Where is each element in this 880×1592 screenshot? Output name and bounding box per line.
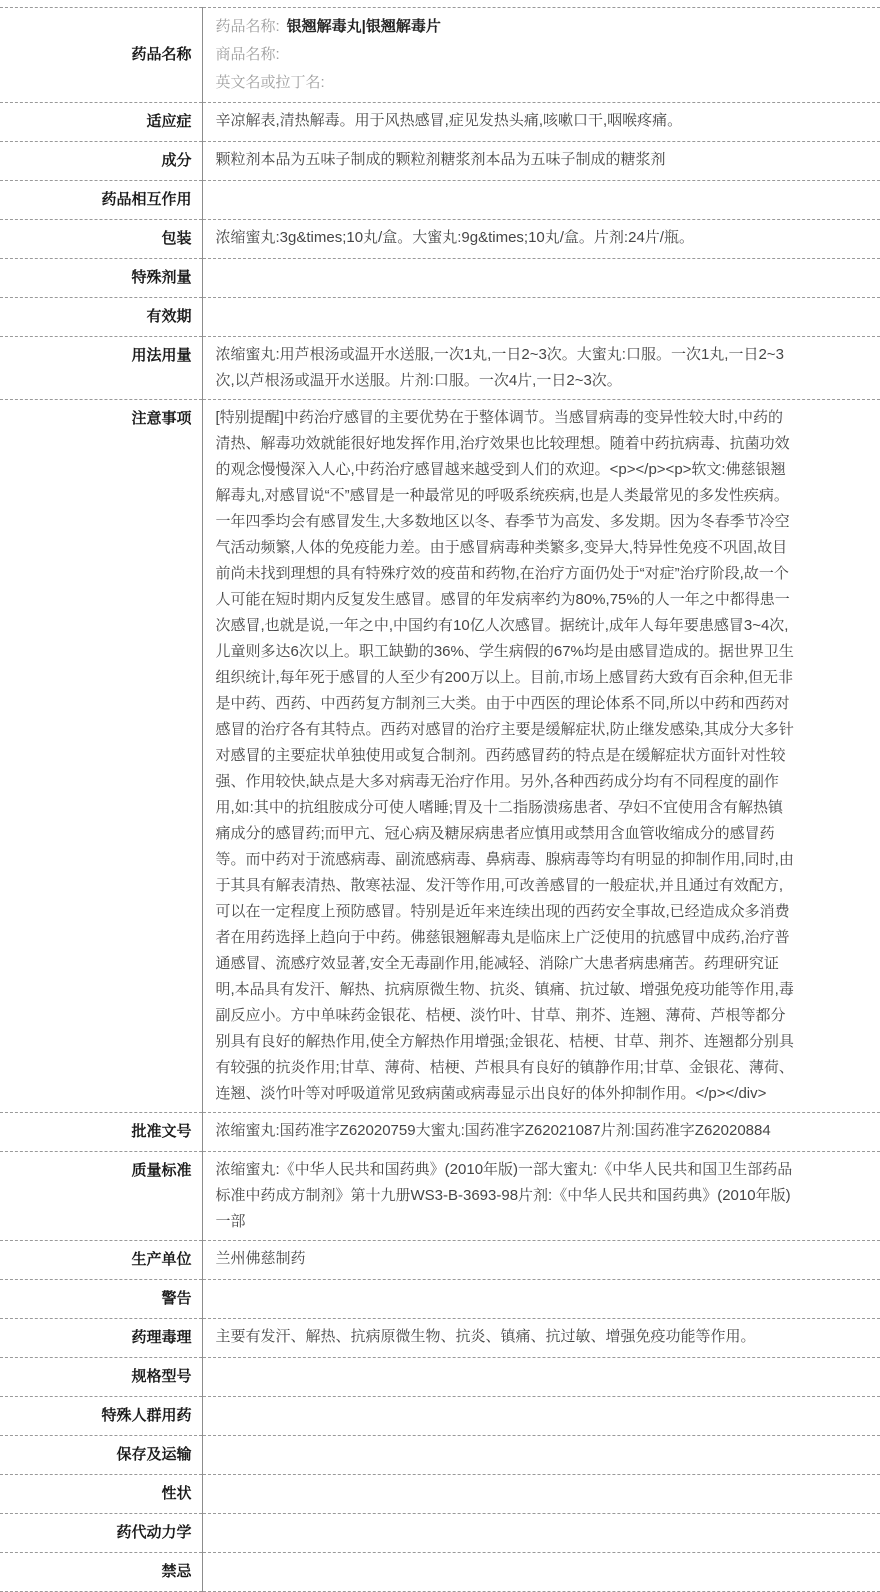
field-value: 银翘解毒丸|银翘解毒片 — [286, 18, 441, 35]
row-content-text: [特别提醒]中药治疗感冒的主要优势在于整体调节。当感冒病毒的变异性较大时,中药的清热、解毒功效就能很好地发挥作用,治疗效果也比较理想。随着中药抗病毒、抗菌功效的观念慢慢深入人心,中药治疗感冒越来越受到人们的欢迎。<p></p><p>软文:佛慈银翘解毒丸,对感冒说“不”感冒是一种最常见的呼吸系统疾病,也是人类最常见的多发性疾病。一年四季均会有感冒发生,大多数地区以冬、春季节为高发、多发期。因为冬春季节冷空气活动频繁,人体的免疫能力差。由于感冒病毒种类繁多,变异大,特异性免疫不巩固,故目前尚未找到理想的具有特殊疗效的疫苗和药物,在治疗方面仍处于“对症”治疗阶段,故一个人可能在短时期内反复发生感冒。感冒的年发病率约为80%,75%的人一年之中都得患一次感冒,也就是说,一年之中,中国约有10亿人次感冒。据统计,成年人每年要患感冒3~4次,儿童则多达6次以上。职工缺勤的36%、学生病假的67%均是由感冒造成的。据世界卫生组织统计,每年死于感冒的人至少有200万以上。目前,市场上感冒药大致有百余种,但无非是中药、西药、中西药复方制剂三大类。由于中西医的理论体系不同,所以中药和西药对感冒的治疗各有其特点。西药对感冒的治疗主要是缓解症状,防止继发感染,其成分大多针对感冒的主要症状单独使用或复合制剂。西药感冒药的特点是在缓解症状方面针对性较强、作用较快,缺点是大多对病毒无治疗作用。另外,各种西药成分均有不同程度的副作用,如:其中的抗组胺成分可使人嗜睡;胃及十二指肠溃疡患者、孕妇不宜使用含有解热镇痛成分的感冒药;而甲亢、冠心病及糖尿病患者应慎用或禁用含血管收缩成分的感冒药等。而中药对于流感病毒、副流感病毒、鼻病毒、腺病毒等均有明显的抑制作用,同时,由于其具有解表清热、散寒祛湿、发汗等作用,可改善感冒的一般症状,并且通过有效配方,可以在一定程度上预防感冒。特别是近年来连续出现的西药安全事故,已经造成众多消费者在用药选择上趋向于中药。佛慈银翘解毒丸是临床上广泛使用的抗感冒中成药,治疗普通感冒、流感疗效显著,安全无毒副作用,能减轻、消除广大患者病患痛苦。药理研究证明,本品具有发汗、解热、抗病原微生物、抗炎、镇痛、抗过敏、增强免疫功能等作用,毒副反应小。方中单味药金银花、桔梗、淡竹叶、甘草、荆芥、连翘、薄荷、芦根等都分别具有良好的解热作用,使全方解热作用增强;金银花、桔梗、甘草、荆芥、连翘都分别具有较强的抗炎作用;甘草、薄荷、桔梗、芦根具有良好的镇静作用;甘草、金银花、薄荷、连翘、淡竹叶等对呼吸道常见致病菌或病毒显示出良好的体外抑制作用。</p></div> — [215, 409, 794, 1102]
row-content — [202, 1397, 880, 1436]
table-row — [0, 1358, 880, 1397]
row-label: 有效期 — [0, 298, 202, 337]
table-row — [0, 220, 880, 259]
row-label: 用法用量 — [0, 337, 202, 400]
row-label: 包装 — [0, 220, 202, 259]
field-name: 英文名或拉丁名: — [215, 74, 325, 91]
name-field-line — [216, 41, 871, 69]
table-row — [0, 337, 880, 400]
row-content — [202, 220, 880, 259]
row-label: 药代动力学 — [0, 1514, 202, 1553]
row-label: 规格型号 — [0, 1358, 202, 1397]
row-label: 性状 — [0, 1475, 202, 1514]
row-label: 成分 — [0, 142, 202, 181]
row-content-text: 浓缩蜜丸:《中华人民共和国药典》(2010年版)一部大蜜丸:《中华人民共和国卫生部药品标准中药成方制剂》第十九册WS3-B-3693-98片剂:《中华人民共和国药典》(2010年版)一部 — [215, 1161, 793, 1230]
row-label: 药品相互作用 — [0, 181, 202, 220]
row-content-text: 颗粒剂本品为五味子制成的颗粒剂糖浆剂本品为五味子制成的糖浆剂 — [215, 151, 666, 168]
table-row — [0, 400, 880, 1113]
row-content — [202, 337, 880, 400]
row-label: 特殊剂量 — [0, 259, 202, 298]
row-content — [202, 181, 880, 220]
row-label: 生产单位 — [0, 1241, 202, 1280]
table-row — [0, 1280, 880, 1319]
row-content — [202, 1152, 880, 1241]
table-row — [0, 1319, 880, 1358]
row-label: 适应症 — [0, 103, 202, 142]
row-content-text: 浓缩蜜丸:3g&times;10丸/盒。大蜜丸:9g&times;10丸/盒。片剂:24片/瓶。 — [215, 229, 694, 246]
table-row — [0, 103, 880, 142]
table-row — [0, 142, 880, 181]
table-row — [0, 1475, 880, 1514]
row-content-text: 辛凉解表,清热解毒。用于风热感冒,症见发热头痛,咳嗽口干,咽喉疼痛。 — [215, 112, 683, 129]
row-label: 保存及运输 — [0, 1436, 202, 1475]
field-name: 药品名称: — [215, 18, 280, 35]
table-row — [0, 1514, 880, 1553]
table-row — [0, 298, 880, 337]
drug-info-table-body — [0, 8, 880, 1592]
table-row — [0, 1113, 880, 1152]
row-content — [202, 1113, 880, 1152]
row-label: 批准文号 — [0, 1113, 202, 1152]
row-label: 药品名称 — [0, 8, 202, 103]
table-row — [0, 259, 880, 298]
row-label: 特殊人群用药 — [0, 1397, 202, 1436]
field-name: 商品名称: — [215, 46, 280, 63]
row-content — [202, 1475, 880, 1514]
table-row — [0, 1553, 880, 1592]
row-content — [202, 1241, 880, 1280]
table-row — [0, 1241, 880, 1280]
row-content-text: 兰州佛慈制药 — [215, 1250, 306, 1267]
row-label: 注意事项 — [0, 400, 202, 1113]
row-content — [202, 1319, 880, 1358]
row-content — [202, 400, 880, 1113]
row-content — [202, 1553, 880, 1592]
row-content — [202, 1280, 880, 1319]
table-row — [0, 181, 880, 220]
row-content-text: 主要有发汗、解热、抗病原微生物、抗炎、镇痛、抗过敏、增强免疫功能等作用。 — [215, 1328, 756, 1345]
row-content — [202, 1514, 880, 1553]
table-row — [0, 1436, 880, 1475]
row-content — [202, 259, 880, 298]
row-content — [202, 298, 880, 337]
row-label: 警告 — [0, 1280, 202, 1319]
name-field-line — [216, 13, 871, 41]
row-content-text: 浓缩蜜丸:国药准字Z62020759大蜜丸:国药准字Z62021087片剂:国药准字Z62020884 — [215, 1122, 771, 1139]
name-field-line — [216, 69, 871, 97]
table-row — [0, 1397, 880, 1436]
row-content — [202, 1436, 880, 1475]
row-label: 禁忌 — [0, 1553, 202, 1592]
table-row — [0, 1152, 880, 1241]
drug-info-table — [0, 7, 880, 1592]
row-content — [202, 103, 880, 142]
table-row — [0, 8, 880, 103]
row-content — [202, 8, 880, 103]
row-content-text: 浓缩蜜丸:用芦根汤或温开水送服,一次1丸,一日2~3次。大蜜丸:口服。一次1丸,一日2~3次,以芦根汤或温开水送服。片剂:口服。一次4片,一日2~3次。 — [215, 346, 784, 389]
row-content — [202, 142, 880, 181]
row-content — [202, 1358, 880, 1397]
row-label: 药理毒理 — [0, 1319, 202, 1358]
row-label: 质量标准 — [0, 1152, 202, 1241]
